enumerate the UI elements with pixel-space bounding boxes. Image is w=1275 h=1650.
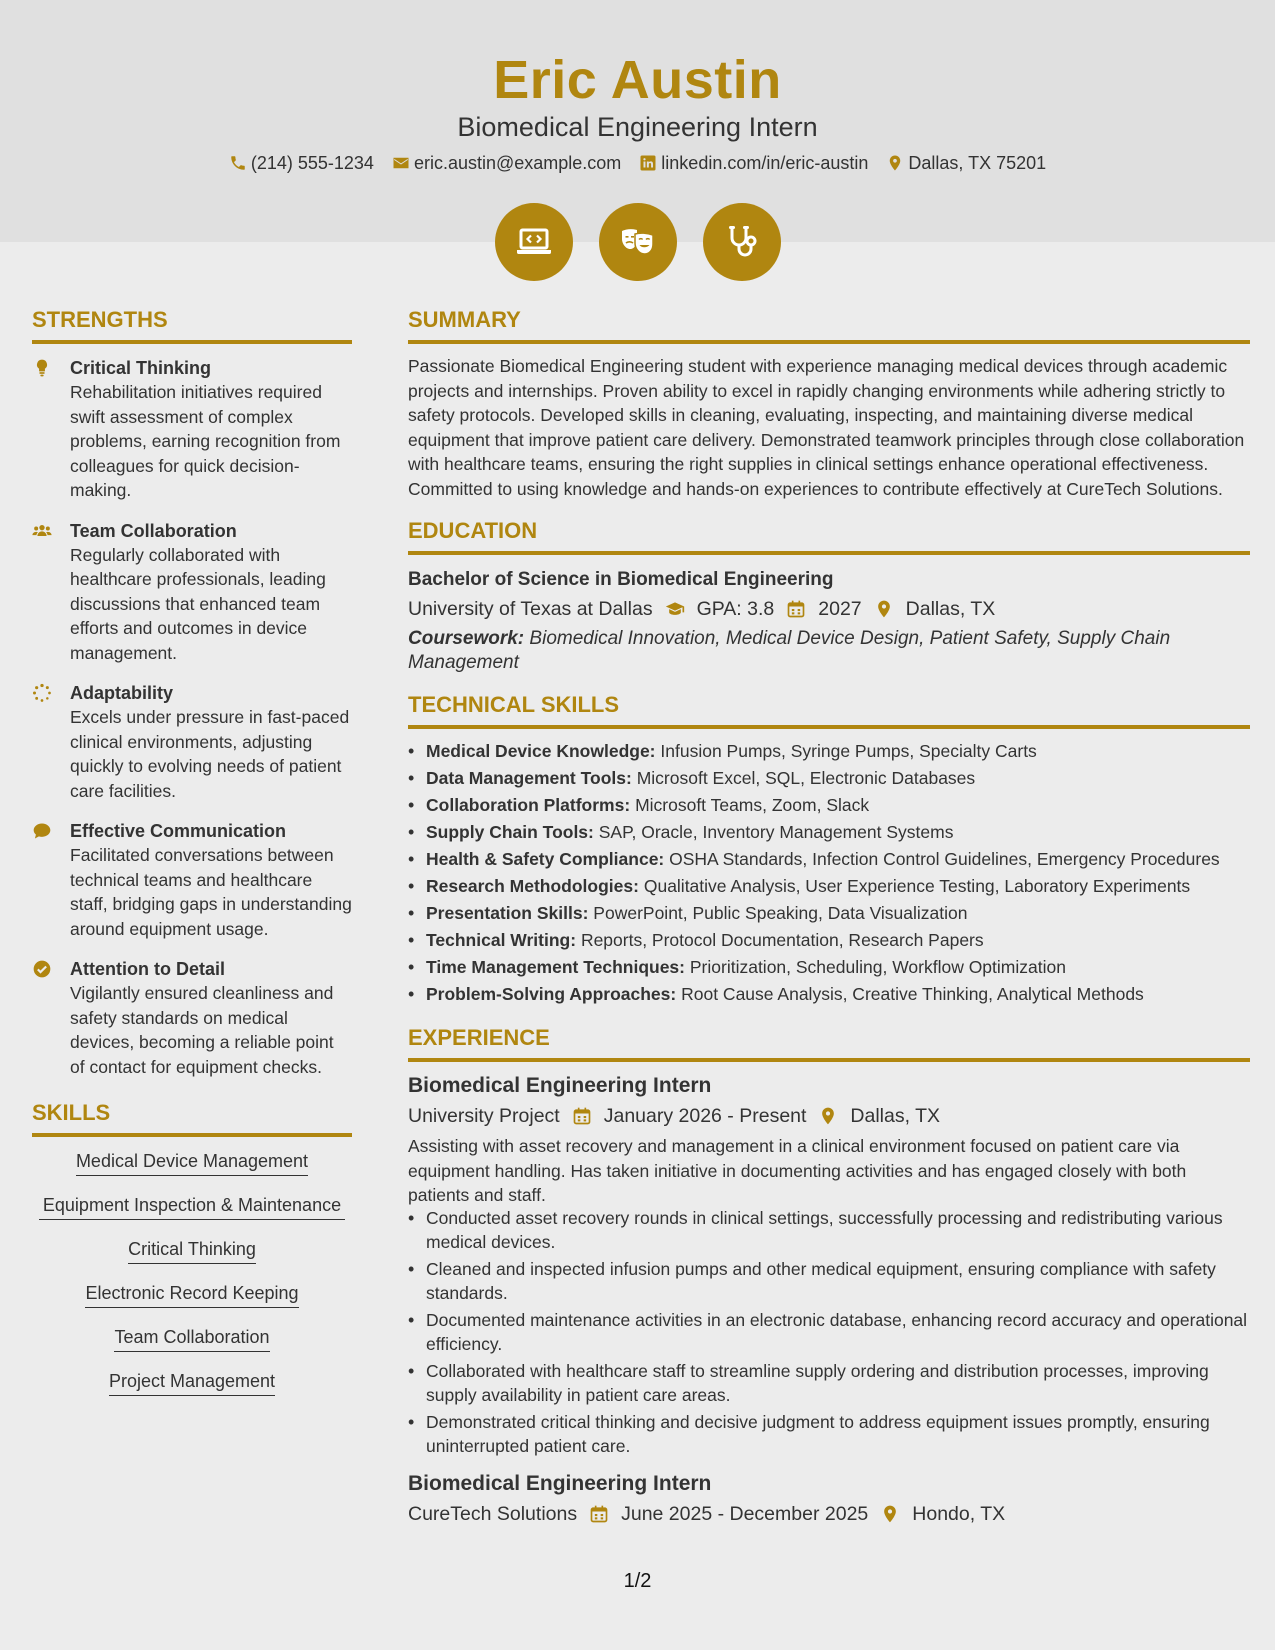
coursework-label: Coursework: <box>408 628 525 649</box>
job-meta <box>408 1500 1250 1528</box>
left-column <box>32 306 352 1413</box>
strength-title: Effective Communication <box>70 821 287 841</box>
education-heading: EDUCATION <box>408 517 1250 555</box>
education-gpa: GPA: 3.8 <box>696 598 775 620</box>
job-location: Hondo, TX <box>912 1502 1006 1525</box>
location-icon <box>874 599 894 619</box>
technical-skills-list <box>408 739 1250 1006</box>
summary-text: Passionate Biomedical Engineering student with experience managing medical devices through academic projects and internships. Proven ability to excel in rapidly changing environments while adhering strictly to safety protocols. Developed skills in cleaning, evaluating, inspecting, and maintaining diverse medical equipment that improve patient care delivery. Demonstrated teamwork principles through close collaboration with healthcare teams, ensuring the right supplies in clinical settings enhance operational effectiveness. Committed to using knowledge and hands-on experiences to contribute effectively at CureTech Solutions. <box>408 356 1245 499</box>
tech-skill-value: OSHA Standards, Infection Control Guidelines, Emergency Procedures <box>669 849 1220 869</box>
candidate-title: Biomedical Engineering Intern <box>457 112 818 142</box>
list-item <box>408 874 1250 898</box>
list-item <box>408 766 1250 790</box>
tech-skill-label: Collaboration Platforms: <box>426 795 631 815</box>
contact-linkedin[interactable] <box>639 151 868 175</box>
strength-desc: Excels under pressure in fast-paced clinical environments, adjusting quickly to evolving needs of patient care facilities. <box>70 707 350 801</box>
strength-desc: Regularly collaborated with healthcare professionals, leading discussions that enhanced team efforts and outcomes in device management. <box>70 544 326 663</box>
tech-skill-label: Health & Safety Compliance: <box>426 849 665 869</box>
list-item: • Cleaned and inspected infusion pumps and other medical equipment, ensuring compliance with safety standards. <box>408 1257 1250 1305</box>
skill-tag: Team Collaboration <box>114 1325 269 1352</box>
contact-phone-text: (214) 555-1234 <box>250 153 374 173</box>
contact-email-text[interactable]: eric.austin@example.com <box>413 153 622 173</box>
skill-tag: Project Management <box>109 1369 275 1396</box>
badge-masks <box>599 203 677 281</box>
tech-skill-value: Prioritization, Scheduling, Workflow Optimization <box>689 957 1066 977</box>
stethoscope-icon <box>722 222 762 262</box>
job-bullets <box>408 1206 1250 1458</box>
education-location: Dallas, TX <box>905 598 996 620</box>
list-item: • Collaborated with healthcare staff to streamline supply ordering and distribution processes, improving supply availability in patient care areas. <box>408 1359 1250 1407</box>
education-coursework <box>408 627 1250 675</box>
contact-row <box>0 151 1275 175</box>
list-item <box>408 793 1250 817</box>
strength-title: Team Collaboration <box>70 520 237 541</box>
list-item: • Demonstrated critical thinking and decisive judgment to address equipment issues promptly, ensuring uninterrupted patient care. <box>408 1410 1250 1458</box>
list-item: • Documented maintenance activities in an electronic database, enhancing record accuracy and operational efficiency. <box>408 1308 1250 1356</box>
location-icon <box>818 1106 838 1126</box>
job-location: Dallas, TX <box>850 1105 941 1127</box>
strength-title: Critical Thinking <box>70 358 212 378</box>
candidate-name: Eric Austin <box>493 50 782 110</box>
contact-location <box>886 151 1046 175</box>
strength-desc: Facilitated conversations between technical teams and healthcare staff, bridging gaps in understanding around equipment usage. <box>70 845 352 939</box>
tech-skill-label: Supply Chain Tools: <box>426 822 594 842</box>
job-description: Assisting with asset recovery and management in a clinical environment focused on patient care via equipment handling. Has taken initiative in documenting activities and has engaged closely with both patients and staff. <box>408 1136 1187 1205</box>
location-icon <box>886 154 904 172</box>
job-dates: January 2026 - Present <box>603 1105 807 1127</box>
strength-desc: Vigilantly ensured cleanliness and safety standards on medical devices, becoming a reliable point of contact for equipment checks. <box>70 983 334 1077</box>
graduation-cap-icon <box>665 599 685 619</box>
tech-skill-value: Root Cause Analysis, Creative Thinking, Analytical Methods <box>681 984 1144 1004</box>
job-title: Biomedical Engineering Intern <box>408 1471 712 1495</box>
right-column <box>408 306 1250 1528</box>
calendar-icon <box>589 1504 609 1524</box>
job-entry <box>408 1072 1250 1458</box>
strength-item <box>32 957 352 1079</box>
tech-skill-value: Reports, Protocol Documentation, Research Papers <box>580 930 984 950</box>
summary-heading: SUMMARY <box>408 306 1250 344</box>
job-entry <box>408 1470 1250 1528</box>
calendar-icon <box>786 599 806 619</box>
tech-skill-value: Microsoft Teams, Zoom, Slack <box>635 795 870 815</box>
badge-row <box>0 203 1275 281</box>
skill-tag: Equipment Inspection & Maintenance <box>39 1193 345 1220</box>
coursework-text: Biomedical Innovation, Medical Device Design, Patient Safety, Supply Chain Management <box>408 628 1171 673</box>
education-meta <box>408 595 1250 623</box>
job-meta <box>408 1102 1250 1130</box>
tech-skill-label: Data Management Tools: <box>426 768 632 788</box>
job-org: University Project <box>408 1105 560 1127</box>
skills-list <box>32 1149 352 1413</box>
skill-tag: Electronic Record Keeping <box>85 1281 298 1308</box>
email-icon <box>392 154 410 172</box>
contact-email[interactable] <box>392 151 621 175</box>
skill-tag: Medical Device Management <box>76 1149 308 1176</box>
education-year: 2027 <box>818 598 862 620</box>
tech-skill-label: Problem-Solving Approaches: <box>426 984 677 1004</box>
list-item <box>408 901 1250 925</box>
list-item <box>408 847 1250 871</box>
strength-title: Adaptability <box>70 683 174 703</box>
tech-skill-value: Qualitative Analysis, User Experience Testing, Laboratory Experiments <box>643 876 1191 896</box>
strength-item <box>32 681 352 803</box>
contact-location-text: Dallas, TX 75201 <box>908 153 1047 173</box>
strength-item <box>32 356 352 503</box>
job-org: CureTech Solutions <box>408 1502 578 1525</box>
skills-heading: SKILLS <box>32 1099 352 1137</box>
list-item <box>408 955 1250 979</box>
job-dates: June 2025 - December 2025 <box>621 1502 869 1525</box>
check-circle-icon <box>32 959 52 979</box>
users-icon <box>32 521 52 541</box>
masks-icon <box>618 222 658 262</box>
job-title: Biomedical Engineering Intern <box>408 1074 712 1097</box>
list-item <box>408 820 1250 844</box>
badge-laptop <box>495 203 573 281</box>
tech-skill-label: Research Methodologies: <box>426 876 639 896</box>
strengths-heading: STRENGTHS <box>32 306 352 344</box>
list-item <box>408 928 1250 952</box>
spinner-icon <box>32 683 52 703</box>
calendar-icon <box>572 1106 592 1126</box>
page-number: 1/2 <box>623 1570 652 1592</box>
tech-skill-label: Technical Writing: <box>426 930 577 950</box>
tech-skill-value: Infusion Pumps, Syringe Pumps, Specialty Carts <box>660 741 1037 761</box>
badge-stethoscope <box>703 203 781 281</box>
tech-skill-value: Microsoft Excel, SQL, Electronic Databases <box>636 768 976 788</box>
strength-item <box>32 819 352 941</box>
contact-phone <box>229 151 374 175</box>
phone-icon <box>229 154 247 172</box>
strength-desc: Rehabilitation initiatives required swift assessment of complex problems, earning recognition from colleagues for quick decision-making. <box>70 382 341 500</box>
location-icon <box>880 1504 900 1524</box>
tech-skill-label: Medical Device Knowledge: <box>426 741 656 761</box>
tech-skill-label: Presentation Skills: <box>426 903 589 923</box>
tech-skill-value: SAP, Oracle, Inventory Management Systems <box>598 822 954 842</box>
list-item: • Conducted asset recovery rounds in clinical settings, successfully processing and redistributing various medical devices. <box>408 1206 1250 1254</box>
tech-skill-value: PowerPoint, Public Speaking, Data Visualization <box>593 903 968 923</box>
list-item <box>408 982 1250 1006</box>
list-item <box>408 739 1250 763</box>
comment-icon <box>32 821 52 841</box>
skill-tag: Critical Thinking <box>128 1237 256 1264</box>
education-degree: Bachelor of Science in Biomedical Engineering <box>408 569 834 590</box>
strength-item <box>32 519 352 666</box>
education-school: University of Texas at Dallas <box>408 598 653 620</box>
linkedin-icon <box>639 154 657 172</box>
experience-heading: EXPERIENCE <box>408 1024 1250 1062</box>
technical-skills-heading: TECHNICAL SKILLS <box>408 691 1250 729</box>
tech-skill-label: Time Management Techniques: <box>426 957 685 977</box>
contact-linkedin-text[interactable]: linkedin.com/in/eric-austin <box>661 153 869 173</box>
lightbulb-icon <box>32 358 52 378</box>
laptop-code-icon <box>514 222 554 262</box>
strength-title: Attention to Detail <box>70 959 225 979</box>
